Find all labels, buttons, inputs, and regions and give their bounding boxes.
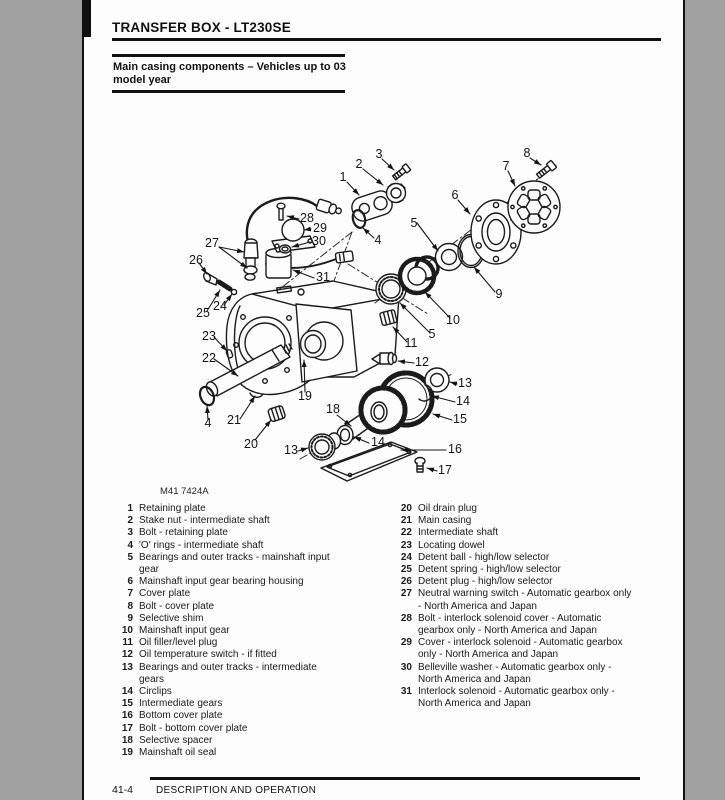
oil-drain-plug xyxy=(268,405,286,422)
footer-page-number: 41-4 xyxy=(112,784,134,796)
parts-list-item xyxy=(386,503,646,515)
part-description: Oil temperature switch - if fitted xyxy=(139,649,277,661)
part-description: Bottom cover plate xyxy=(139,710,223,722)
callout-5-top: 5 xyxy=(410,216,418,230)
part-description: Bolt - interlock solenoid cover - Automatic gearbox only - North America and Japan xyxy=(418,612,602,637)
callout-2: 2 xyxy=(355,157,363,171)
part-description: Main casing xyxy=(418,515,472,527)
parts-list-left xyxy=(112,503,398,759)
parts-list-item xyxy=(386,527,646,539)
bearing-left xyxy=(309,434,335,460)
part-description: Mainshaft input gear xyxy=(139,625,230,637)
section-rule-top xyxy=(112,54,345,57)
part-description: Stake nut - intermediate shaft xyxy=(139,515,270,527)
parts-list-item xyxy=(112,723,398,735)
part-number: 23 xyxy=(400,539,412,551)
parts-list-right xyxy=(386,503,646,710)
footer-rule xyxy=(150,777,640,780)
page-title: TRANSFER BOX - LT230SE xyxy=(112,20,291,35)
bottom-cover-bolt xyxy=(415,458,425,473)
part-number: 31 xyxy=(400,686,412,698)
callout-6: 6 xyxy=(451,188,459,202)
part-description: Detent ball - high/low selector xyxy=(418,551,550,563)
title-rule xyxy=(112,38,661,41)
part-number: 3 xyxy=(127,527,133,539)
part-description: Circlips xyxy=(139,686,172,698)
callout-21: 21 xyxy=(227,413,241,427)
part-description: Detent plug - high/low selector xyxy=(418,576,553,588)
parts-list-item xyxy=(386,552,646,564)
part-number: 13 xyxy=(121,661,133,673)
part-number: 12 xyxy=(121,649,133,661)
part-number: 1 xyxy=(127,503,133,514)
part-description: Mainshaft input gear bearing housing xyxy=(139,576,304,588)
cover-plate xyxy=(508,181,560,233)
parts-list-item xyxy=(386,515,646,527)
part-description: Oil drain plug xyxy=(418,503,477,514)
part-description: Locating dowel xyxy=(418,539,485,551)
callout-14-right: 14 xyxy=(456,394,470,408)
parts-list-item xyxy=(112,540,398,552)
belleville-washer xyxy=(280,245,291,253)
part-number: 24 xyxy=(400,551,412,563)
part-number: 10 xyxy=(121,625,133,637)
main-casing xyxy=(226,281,399,397)
oil-filler-plug xyxy=(380,310,398,326)
callout-29: 29 xyxy=(313,221,327,235)
part-description: Neutral warning switch - Automatic gearbox only - North America and Japan xyxy=(418,588,632,612)
part-number: 9 xyxy=(127,612,133,624)
detent-plug xyxy=(202,272,217,285)
part-description: Intermediate gears xyxy=(139,698,223,710)
page-corner-registration-mark xyxy=(84,0,91,37)
callout-26: 26 xyxy=(189,253,203,267)
callout-5-bottom: 5 xyxy=(428,327,436,341)
part-number: 26 xyxy=(400,576,412,588)
parts-list-item xyxy=(112,613,398,625)
bearing-right xyxy=(425,368,449,392)
part-number: 8 xyxy=(127,600,133,612)
part-description: Bearings and outer tracks - mainshaft input gear xyxy=(139,551,330,576)
callout-28: 28 xyxy=(300,211,314,225)
callout-31: 31 xyxy=(316,270,330,284)
harness-connector xyxy=(316,199,343,217)
part-number: 20 xyxy=(400,503,412,514)
callout-4-bottom: 4 xyxy=(204,416,212,430)
callout-4-top: 4 xyxy=(374,233,382,247)
part-description: Bolt - cover plate xyxy=(139,600,215,612)
part-number: 22 xyxy=(400,527,412,539)
part-number: 27 xyxy=(400,588,412,600)
parts-list-item xyxy=(112,637,398,649)
part-number: 7 xyxy=(127,588,133,600)
part-number: 29 xyxy=(400,637,412,649)
part-description: Belleville washer - Automatic gearbox only - North America and Japan xyxy=(418,661,612,685)
part-number: 5 xyxy=(127,551,133,563)
parts-list-item xyxy=(112,710,398,722)
part-description: Bolt - retaining plate xyxy=(139,527,228,539)
section-rule-bottom xyxy=(112,90,345,93)
parts-list-item xyxy=(386,637,646,661)
part-number: 16 xyxy=(121,710,133,722)
callout-30: 30 xyxy=(312,234,326,248)
callout-23: 23 xyxy=(202,329,216,343)
callout-8: 8 xyxy=(523,146,531,160)
part-description: Cover - interlock solenoid - Automatic gearbox only - North America and Japan xyxy=(418,637,623,661)
detent-spring xyxy=(219,282,230,289)
part-number: 2 xyxy=(127,515,133,527)
part-description: Intermediate shaft xyxy=(418,527,499,539)
part-description: Bolt - bottom cover plate xyxy=(139,722,248,734)
parts-list-item xyxy=(112,515,398,527)
callout-25: 25 xyxy=(196,306,210,320)
retaining-plate-bolt xyxy=(392,164,411,181)
part-number: 11 xyxy=(122,637,133,649)
parts-list-item xyxy=(112,662,398,686)
part-description: Cover plate xyxy=(139,588,191,600)
callout-10: 10 xyxy=(446,313,460,327)
part-description: Interlock solenoid - Automatic gearbox only - North America and Japan xyxy=(418,686,615,710)
part-number: 28 xyxy=(400,612,412,624)
part-number: 19 xyxy=(121,747,133,759)
neutral-warning-switch xyxy=(244,239,258,280)
part-description: Detent spring - high/low selector xyxy=(418,564,561,576)
parts-list-item xyxy=(112,588,398,600)
parts-list-item xyxy=(386,576,646,588)
parts-list-item xyxy=(112,735,398,747)
wiring-harness xyxy=(202,198,353,295)
parts-list-item xyxy=(112,527,398,539)
part-number: 30 xyxy=(400,661,412,673)
callout-16: 16 xyxy=(448,442,462,456)
part-number: 17 xyxy=(121,722,133,734)
part-number: 15 xyxy=(121,698,133,710)
stake-nut xyxy=(387,184,406,203)
callout-7: 7 xyxy=(502,159,510,173)
callout-22: 22 xyxy=(202,351,216,365)
callout-17: 17 xyxy=(438,463,452,477)
parts-list-item xyxy=(386,588,646,612)
callout-1: 1 xyxy=(339,170,347,184)
footer-section-label: DESCRIPTION AND OPERATION xyxy=(156,785,317,796)
part-number: 18 xyxy=(121,734,133,746)
part-number: 25 xyxy=(400,564,412,576)
figure-code: M41 7424A xyxy=(160,486,209,497)
exploded-diagram xyxy=(150,110,610,505)
section-heading: Main casing components – Vehicles up to 03 model year xyxy=(113,61,346,86)
part-description: 'O' rings - intermediate shaft xyxy=(139,539,264,551)
parts-list-item xyxy=(112,552,398,576)
callout-19: 19 xyxy=(298,389,312,403)
mainshaft-input-gear xyxy=(399,257,439,295)
part-number: 21 xyxy=(400,515,412,527)
part-description: Retaining plate xyxy=(139,503,206,514)
callout-18: 18 xyxy=(326,402,340,416)
parts-list-item xyxy=(112,576,398,588)
parts-list-item xyxy=(386,686,646,710)
interlock-cover-bolt xyxy=(277,203,285,220)
callout-11: 11 xyxy=(404,336,418,350)
part-number: 14 xyxy=(121,686,133,698)
parts-list-item xyxy=(386,613,646,637)
oil-temperature-switch xyxy=(372,353,397,365)
parts-list-item xyxy=(386,540,646,552)
part-number: 6 xyxy=(127,576,133,588)
part-description: Bearings and outer tracks - intermediate gears xyxy=(139,661,317,685)
parts-list-item xyxy=(112,649,398,661)
callout-20: 20 xyxy=(244,437,258,451)
part-description: Selective spacer xyxy=(139,734,213,746)
callout-24: 24 xyxy=(213,299,227,313)
parts-list-item xyxy=(112,503,398,515)
parts-list-item xyxy=(112,625,398,637)
callout-13-left: 13 xyxy=(284,443,298,457)
part-description: Mainshaft oil seal xyxy=(139,747,217,759)
callout-15: 15 xyxy=(453,412,467,426)
parts-list-item xyxy=(112,747,398,759)
callout-9: 9 xyxy=(495,287,503,301)
parts-list-item xyxy=(112,698,398,710)
callout-3: 3 xyxy=(375,147,383,161)
parts-list-item xyxy=(112,601,398,613)
callout-12: 12 xyxy=(415,355,429,369)
part-description: Oil filler/level plug xyxy=(139,637,218,649)
harness-connector-2 xyxy=(335,251,353,263)
part-description: Selective shim xyxy=(139,612,204,624)
parts-list-item xyxy=(386,662,646,686)
parts-list-item xyxy=(386,564,646,576)
callout-27: 27 xyxy=(205,236,219,250)
callout-14-mid: 14 xyxy=(371,435,385,449)
callout-13-right: 13 xyxy=(458,376,472,390)
parts-list-item xyxy=(112,686,398,698)
part-number: 4 xyxy=(127,539,133,551)
